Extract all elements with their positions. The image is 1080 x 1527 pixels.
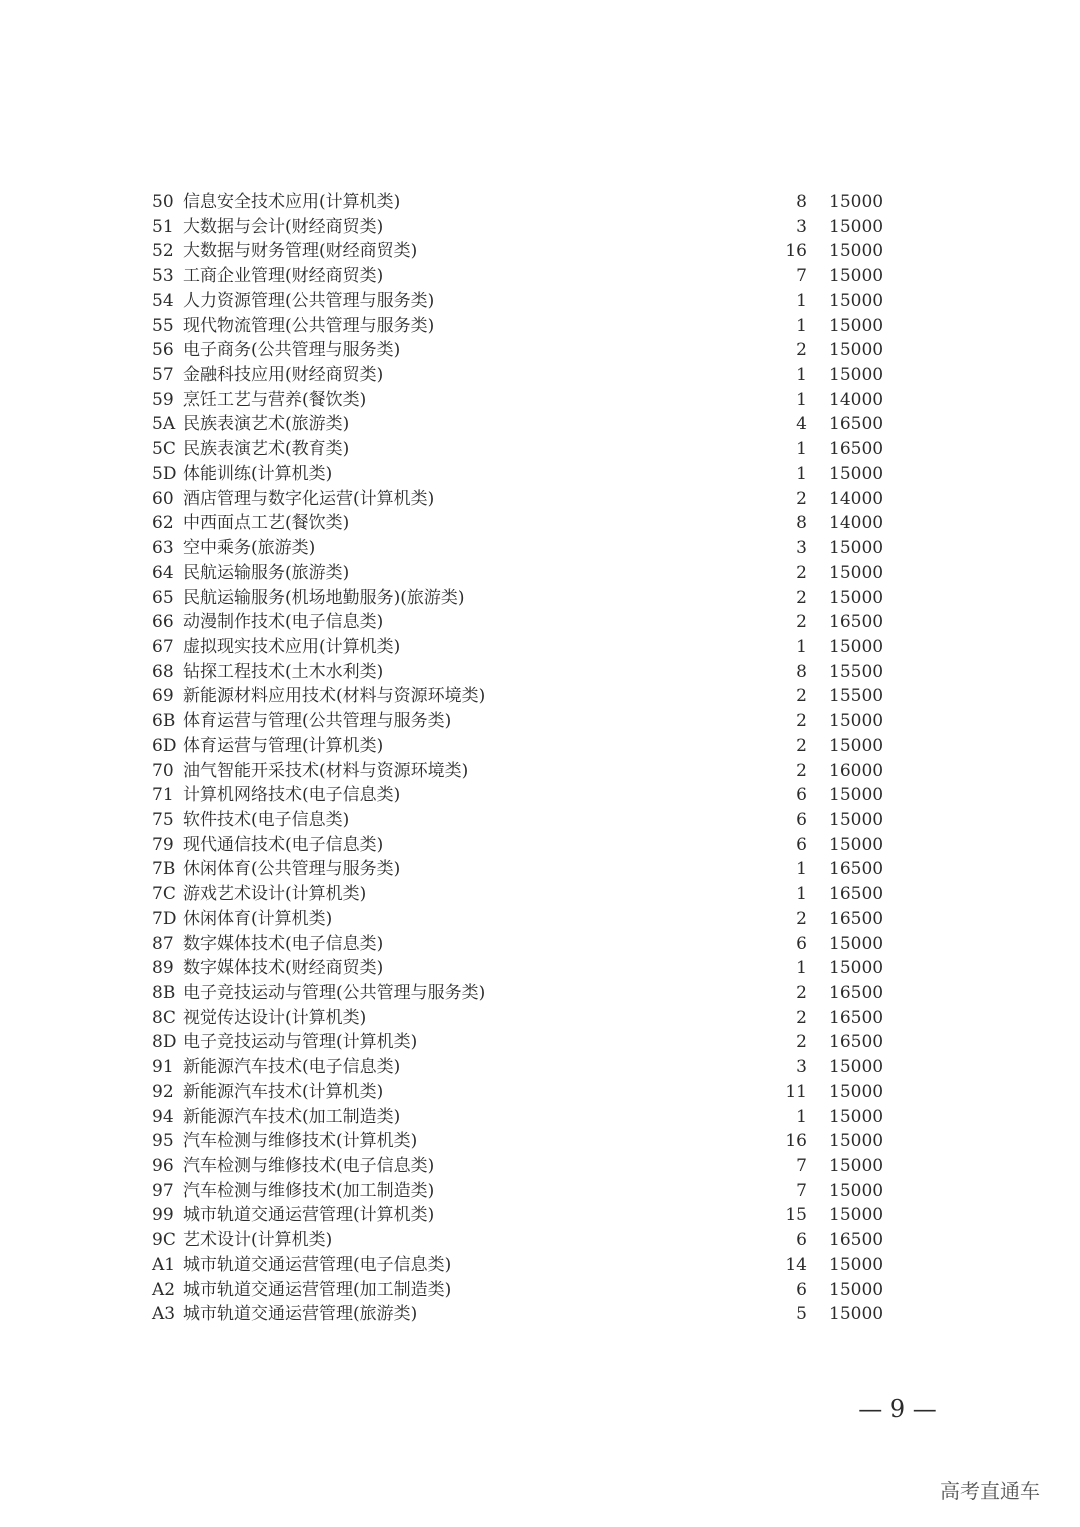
row-count: 2 <box>796 760 807 781</box>
table-row <box>0 981 1080 1006</box>
row-fee: 15000 <box>829 1057 884 1078</box>
table-row <box>0 437 1080 462</box>
row-program-name: 休闲体育(计算机类) <box>183 908 333 929</box>
row-code: 60 <box>152 488 174 509</box>
row-fee: 15000 <box>829 365 884 386</box>
table-row <box>0 783 1080 808</box>
row-program-name: 视觉传达设计(计算机类) <box>183 1007 367 1028</box>
row-program-name: 城市轨道交通运营管理(旅游类) <box>183 1304 418 1325</box>
row-code: A1 <box>152 1254 176 1275</box>
row-code: A2 <box>152 1279 176 1300</box>
row-count: 7 <box>796 1156 807 1177</box>
row-code: 53 <box>152 266 174 287</box>
table-row <box>0 289 1080 314</box>
row-count: 16 <box>785 1131 807 1152</box>
table-row <box>0 1278 1080 1303</box>
row-program-name: 大数据与会计(财经商贸类) <box>183 216 384 237</box>
row-program-name: 现代通信技术(电子信息类) <box>183 834 384 855</box>
table-row <box>0 412 1080 437</box>
row-code: 5A <box>152 414 176 435</box>
row-code: 66 <box>152 612 174 633</box>
row-program-name: 体育运营与管理(公共管理与服务类) <box>183 711 452 732</box>
row-code: 9C <box>152 1230 176 1251</box>
row-program-name: 计算机网络技术(电子信息类) <box>183 785 401 806</box>
row-count: 1 <box>796 389 807 410</box>
row-code: 87 <box>152 933 174 954</box>
row-count: 15 <box>785 1205 807 1226</box>
row-program-name: 汽车检测与维修技术(电子信息类) <box>183 1156 435 1177</box>
row-count: 8 <box>796 192 807 212</box>
row-count: 14 <box>785 1254 807 1275</box>
row-code: 71 <box>152 785 174 806</box>
row-program-name: 城市轨道交通运营管理(电子信息类) <box>183 1254 452 1275</box>
row-program-name: 电子商务(公共管理与服务类) <box>183 340 401 361</box>
row-code: 5D <box>152 463 177 484</box>
row-program-name: 酒店管理与数字化运营(计算机类) <box>183 488 435 509</box>
table-row <box>0 1228 1080 1253</box>
row-code: 79 <box>152 834 174 855</box>
row-fee: 15000 <box>829 587 884 608</box>
row-fee: 15000 <box>829 463 884 484</box>
row-code: 8C <box>152 1007 176 1028</box>
table-row <box>0 1030 1080 1055</box>
row-fee: 16500 <box>829 983 884 1003</box>
row-count: 1 <box>796 439 807 460</box>
row-program-name: 民航运输服务(机场地勤服务)(旅游类) <box>183 587 465 608</box>
row-program-name: 休闲体育(公共管理与服务类) <box>183 859 401 880</box>
row-program-name: 新能源汽车技术(加工制造类) <box>183 1106 401 1127</box>
row-program-name: 新能源材料应用技术(材料与资源环境类) <box>183 686 486 707</box>
row-program-name: 软件技术(电子信息类) <box>183 809 350 830</box>
row-program-name: 民航运输服务(旅游类) <box>183 562 350 583</box>
row-count: 2 <box>796 587 807 608</box>
row-fee: 15000 <box>829 1254 884 1275</box>
table-row <box>0 536 1080 561</box>
row-code: A3 <box>152 1304 176 1325</box>
table-row <box>0 1302 1080 1327</box>
row-fee: 15000 <box>829 711 884 732</box>
row-count: 1 <box>796 1106 807 1127</box>
table-row <box>0 833 1080 858</box>
table-row <box>0 561 1080 586</box>
table-row <box>0 215 1080 240</box>
row-count: 5 <box>796 1304 807 1325</box>
table-row <box>0 759 1080 784</box>
table-row <box>0 808 1080 833</box>
row-code: 65 <box>152 587 174 608</box>
row-count: 1 <box>796 884 807 905</box>
row-program-name: 数字媒体技术(财经商贸类) <box>183 958 384 979</box>
row-fee: 15000 <box>829 1304 884 1325</box>
row-count: 6 <box>796 1230 807 1251</box>
row-code: 75 <box>152 809 174 830</box>
table-row <box>0 956 1080 981</box>
row-program-name: 信息安全技术应用(计算机类) <box>183 192 401 212</box>
row-code: 70 <box>152 760 174 781</box>
row-fee: 15000 <box>829 809 884 830</box>
row-code: 54 <box>152 290 174 311</box>
row-code: 55 <box>152 315 174 336</box>
table-row <box>0 586 1080 611</box>
row-count: 1 <box>796 290 807 311</box>
table-row <box>0 684 1080 709</box>
row-count: 3 <box>796 1057 807 1078</box>
row-count: 6 <box>796 1279 807 1300</box>
row-code: 95 <box>152 1131 174 1152</box>
row-count: 1 <box>796 365 807 386</box>
row-fee: 15000 <box>829 834 884 855</box>
table-row <box>0 734 1080 759</box>
row-program-name: 大数据与财务管理(财经商贸类) <box>183 241 418 262</box>
row-program-name: 中西面点工艺(餐饮类) <box>183 513 350 534</box>
table-row <box>0 1129 1080 1154</box>
row-count: 2 <box>796 908 807 929</box>
row-count: 11 <box>785 1081 807 1102</box>
row-fee: 15000 <box>829 933 884 954</box>
row-program-name: 动漫制作技术(电子信息类) <box>183 612 384 633</box>
row-fee: 14000 <box>829 389 884 410</box>
row-fee: 15000 <box>829 1279 884 1300</box>
row-program-name: 工商企业管理(财经商贸类) <box>183 266 384 287</box>
row-code: 94 <box>152 1106 174 1127</box>
row-fee: 16500 <box>829 612 884 633</box>
row-code: 7B <box>152 859 176 880</box>
table-row <box>0 932 1080 957</box>
table-row <box>0 511 1080 536</box>
row-fee: 16500 <box>829 414 884 435</box>
row-fee: 15000 <box>829 1131 884 1152</box>
row-code: 92 <box>152 1081 174 1102</box>
row-program-name: 城市轨道交通运营管理(加工制造类) <box>183 1279 452 1300</box>
row-code: 59 <box>152 389 174 410</box>
row-count: 7 <box>796 266 807 287</box>
row-fee: 16500 <box>829 884 884 905</box>
row-fee: 15000 <box>829 192 884 212</box>
row-fee: 15000 <box>829 290 884 311</box>
row-program-name: 空中乘务(旅游类) <box>183 538 316 559</box>
row-code: 99 <box>152 1205 174 1226</box>
row-count: 2 <box>796 1032 807 1053</box>
row-count: 2 <box>796 562 807 583</box>
row-code: 5C <box>152 439 176 460</box>
row-program-name: 汽车检测与维修技术(计算机类) <box>183 1131 418 1152</box>
table-row <box>0 462 1080 487</box>
page-number: — 9 — <box>858 1395 937 1423</box>
row-count: 1 <box>796 958 807 979</box>
row-code: 51 <box>152 216 174 237</box>
row-program-name: 城市轨道交通运营管理(计算机类) <box>183 1205 435 1226</box>
row-count: 6 <box>796 809 807 830</box>
table-row <box>0 1006 1080 1031</box>
row-code: 7D <box>152 908 177 929</box>
table-row <box>0 907 1080 932</box>
row-count: 8 <box>796 513 807 534</box>
row-program-name: 钻探工程技术(土木水利类) <box>183 661 384 682</box>
row-count: 1 <box>796 315 807 336</box>
row-code: 6B <box>152 711 176 732</box>
row-count: 2 <box>796 488 807 509</box>
row-code: 69 <box>152 686 174 707</box>
table-row <box>0 660 1080 685</box>
row-code: 97 <box>152 1180 174 1201</box>
row-count: 2 <box>796 983 807 1003</box>
row-fee: 14000 <box>829 513 884 534</box>
row-program-name: 现代物流管理(公共管理与服务类) <box>183 315 435 336</box>
table-row <box>0 610 1080 635</box>
table-row <box>0 882 1080 907</box>
row-program-name: 金融科技应用(财经商贸类) <box>183 365 384 386</box>
row-code: 57 <box>152 365 174 386</box>
row-fee: 16500 <box>829 1007 884 1028</box>
row-count: 6 <box>796 933 807 954</box>
watermark: 高考直通车 <box>940 1479 1040 1503</box>
row-fee: 15000 <box>829 315 884 336</box>
row-program-name: 汽车检测与维修技术(加工制造类) <box>183 1180 435 1201</box>
row-fee: 15000 <box>829 735 884 756</box>
row-count: 2 <box>796 340 807 361</box>
row-program-name: 电子竞技运动与管理(公共管理与服务类) <box>183 983 486 1003</box>
row-fee: 15000 <box>829 1156 884 1177</box>
row-count: 4 <box>796 414 807 435</box>
row-program-name: 民族表演艺术(教育类) <box>183 439 350 460</box>
table-row <box>0 388 1080 413</box>
row-fee: 15000 <box>829 266 884 287</box>
row-program-name: 民族表演艺术(旅游类) <box>183 414 350 435</box>
table-row <box>0 264 1080 289</box>
row-count: 2 <box>796 711 807 732</box>
table-row <box>0 190 1080 215</box>
table-row <box>0 338 1080 363</box>
row-program-name: 数字媒体技术(电子信息类) <box>183 933 384 954</box>
table-row <box>0 1105 1080 1130</box>
row-fee: 14000 <box>829 488 884 509</box>
row-count: 2 <box>796 1007 807 1028</box>
row-fee: 16500 <box>829 859 884 880</box>
row-fee: 15000 <box>829 785 884 806</box>
row-fee: 16500 <box>829 1230 884 1251</box>
table-row <box>0 1080 1080 1105</box>
table-row <box>0 857 1080 882</box>
row-program-name: 烹饪工艺与营养(餐饮类) <box>183 389 367 410</box>
row-fee: 15500 <box>829 661 884 682</box>
row-fee: 15000 <box>829 562 884 583</box>
row-count: 1 <box>796 859 807 880</box>
row-code: 67 <box>152 636 174 657</box>
table-row <box>0 709 1080 734</box>
row-code: 7C <box>152 884 176 905</box>
row-fee: 15000 <box>829 1205 884 1226</box>
row-code: 8D <box>152 1032 177 1053</box>
table-row <box>0 239 1080 264</box>
table-row <box>0 1179 1080 1204</box>
row-code: 68 <box>152 661 174 682</box>
row-code: 91 <box>152 1057 174 1078</box>
program-table <box>0 190 1080 1327</box>
row-fee: 15500 <box>829 686 884 707</box>
row-fee: 16500 <box>829 1032 884 1053</box>
row-program-name: 艺术设计(计算机类) <box>183 1230 333 1251</box>
row-count: 3 <box>796 538 807 559</box>
row-fee: 16000 <box>829 760 884 781</box>
table-row <box>0 314 1080 339</box>
row-count: 3 <box>796 216 807 237</box>
row-program-name: 新能源汽车技术(电子信息类) <box>183 1057 401 1078</box>
table-row <box>0 1203 1080 1228</box>
row-code: 96 <box>152 1156 174 1177</box>
row-fee: 15000 <box>829 1106 884 1127</box>
table-row <box>0 1154 1080 1179</box>
table-row <box>0 1055 1080 1080</box>
row-count: 6 <box>796 834 807 855</box>
row-program-name: 油气智能开采技术(材料与资源环境类) <box>183 760 469 781</box>
row-fee: 15000 <box>829 241 884 262</box>
row-fee: 15000 <box>829 340 884 361</box>
row-program-name: 游戏艺术设计(计算机类) <box>183 884 367 905</box>
row-fee: 16500 <box>829 439 884 460</box>
row-count: 2 <box>796 686 807 707</box>
row-code: 62 <box>152 513 174 534</box>
row-program-name: 新能源汽车技术(计算机类) <box>183 1081 384 1102</box>
row-fee: 16500 <box>829 908 884 929</box>
row-count: 16 <box>785 241 807 262</box>
row-program-name: 体能训练(计算机类) <box>183 463 333 484</box>
row-code: 50 <box>152 192 174 212</box>
row-count: 7 <box>796 1180 807 1201</box>
row-count: 6 <box>796 785 807 806</box>
row-code: 8B <box>152 983 176 1003</box>
row-code: 6D <box>152 735 177 756</box>
row-count: 2 <box>796 735 807 756</box>
row-fee: 15000 <box>829 1081 884 1102</box>
row-code: 89 <box>152 958 174 979</box>
row-fee: 15000 <box>829 636 884 657</box>
row-fee: 15000 <box>829 958 884 979</box>
row-code: 64 <box>152 562 174 583</box>
row-count: 1 <box>796 463 807 484</box>
row-program-name: 体育运营与管理(计算机类) <box>183 735 384 756</box>
row-code: 56 <box>152 340 174 361</box>
row-count: 2 <box>796 612 807 633</box>
row-count: 1 <box>796 636 807 657</box>
row-count: 8 <box>796 661 807 682</box>
row-program-name: 电子竞技运动与管理(计算机类) <box>183 1032 418 1053</box>
row-fee: 15000 <box>829 216 884 237</box>
row-program-name: 人力资源管理(公共管理与服务类) <box>183 290 435 311</box>
table-row <box>0 635 1080 660</box>
row-program-name: 虚拟现实技术应用(计算机类) <box>183 636 401 657</box>
row-fee: 15000 <box>829 538 884 559</box>
table-row <box>0 487 1080 512</box>
row-code: 52 <box>152 241 174 262</box>
row-code: 63 <box>152 538 174 559</box>
table-row <box>0 363 1080 388</box>
row-fee: 15000 <box>829 1180 884 1201</box>
table-row <box>0 1253 1080 1278</box>
